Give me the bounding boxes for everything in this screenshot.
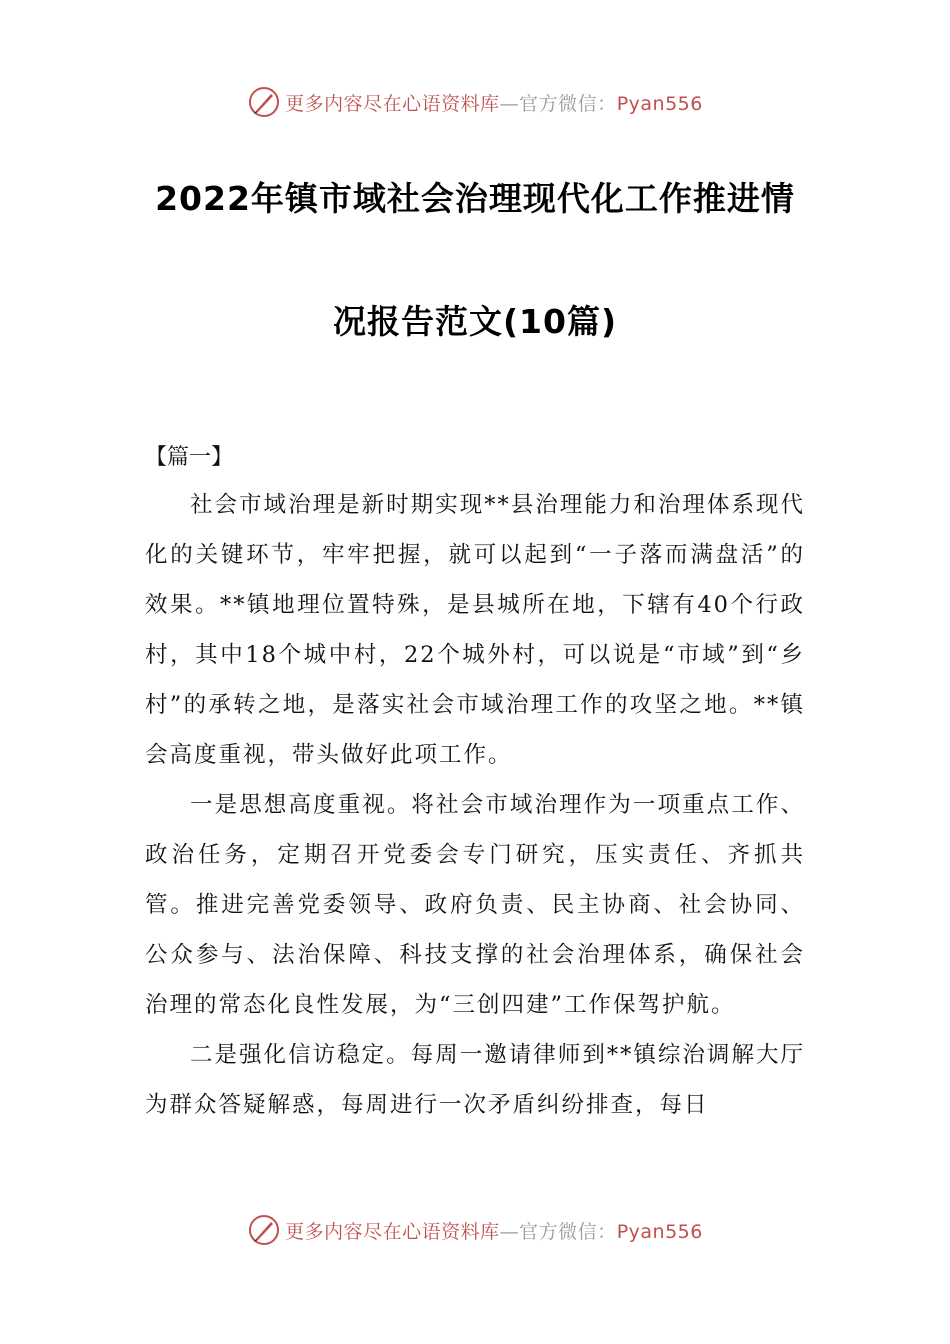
- section-label: 【篇一】: [145, 445, 234, 470]
- document-title-line2: 况报告范文(10篇): [332, 302, 618, 341]
- watermark-text: [285, 1217, 703, 1244]
- document-body: [145, 480, 805, 1130]
- paragraph-intro: 社会市域治理是新时期实现**县治理能力和治理体系现代化的关键环节，牢牢把握，就可以起到“一子落而满盘活”的效果。**镇地理位置特殊，是县城所在地，下辖有40个行政村，其中18个城中村，22个城外村，可以说是“市域”到“乡村”的承转之地，是落实社会市域治理工作的攻坚之地。**镇会高度重视，带头做好此项工作。: [145, 492, 805, 768]
- footer-watermark: [0, 1210, 950, 1250]
- watermark-brand: 更多内容尽在心语资料库: [285, 92, 500, 115]
- watermark-brand: 更多内容尽在心语资料库: [285, 1220, 500, 1243]
- watermark-separator: —: [499, 1220, 520, 1243]
- header-watermark: [0, 82, 950, 122]
- watermark-label: 官方微信：: [519, 92, 617, 115]
- quill-logo-icon: [247, 85, 281, 119]
- paragraph-point-one: 一是思想高度重视。将社会市域治理作为一项重点工作、政治任务，定期召开党委会专门研究，压实责任、齐抓共管。推进完善党委领导、政府负责、民主协商、社会协同、公众参与、法治保障、科技支撑的社会治理体系，确保社会治理的常态化良性发展，为“三创四建”工作保驾护航。: [145, 792, 805, 1018]
- watermark-wechat-id: Pyan556: [616, 1220, 703, 1243]
- watermark-separator: —: [499, 92, 520, 115]
- document-title-line1: 2022年镇市域社会治理现代化工作推进情: [155, 179, 795, 218]
- watermark-wechat-id: Pyan556: [616, 92, 703, 115]
- paragraph-point-two: 二是强化信访稳定。每周一邀请律师到**镇综治调解大厅为群众答疑解惑，每周进行一次矛盾纠纷排查，每日: [145, 1042, 805, 1118]
- watermark-text: [285, 89, 703, 116]
- watermark-label: 官方微信：: [519, 1220, 617, 1243]
- quill-logo-icon: [247, 1213, 281, 1247]
